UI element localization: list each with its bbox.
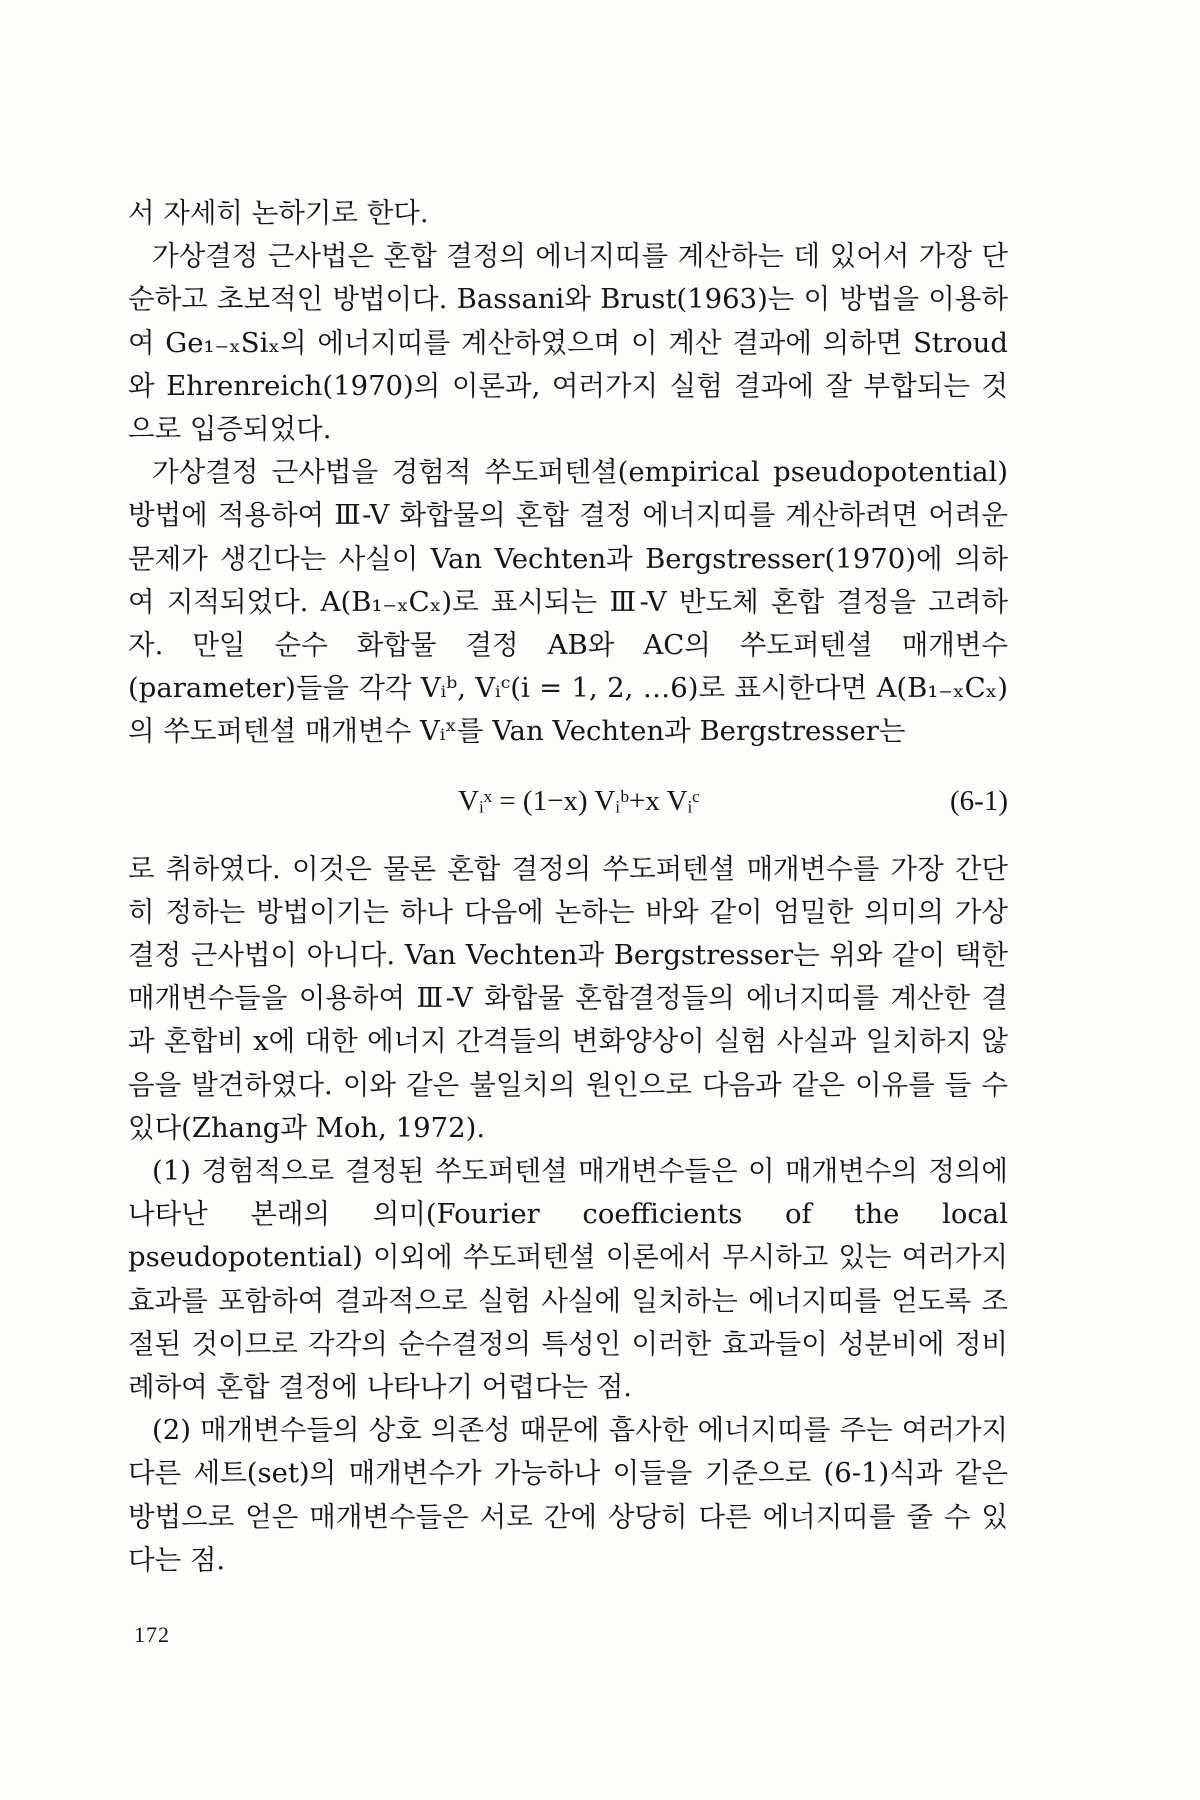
- paragraph: 로 취하였다. 이것은 물론 혼합 결정의 쑤도퍼텐셜 매개변수를 가장 간단히 정하는 방법이기는 하나 다음에 논하는 바와 같이 엄밀한 의미의 가상 결정 근사법이 아니다. Van Vechten과 Bergstresser는 위와 같이 택한 매개변수들을 이용하여 Ⅲ-V 화합물 혼합결정들의 에너지띠를 계산한 결과 혼합비 x에 대한 에너지 간격들의 변화양상이 실험 사실과 일치하지 않음을 발견하였다. 이와 같은 불일치의 원인으로 다음과 같은 이유를 들 수 있다(Zhang과 Moh, 1972).: [128, 852, 1008, 1144]
- equation-expression: Vᵢˣ = (1−x) Vᵢᵇ+x Vᵢᶜ: [458, 784, 700, 817]
- equation-number: (6-1): [950, 784, 1008, 817]
- paragraph-item-1: (1) 경험적으로 결정된 쑤도퍼텐셜 매개변수들은 이 매개변수의 정의에 나타난 본래의 의미(Fourier coefficients of the local pseudopotential) 이외에 쑤도퍼텐셜 이론에서 무시하고 있는 여러가지 효과를 포함하여 결과적으로 실험 사실에 일치하는 에너지띠를 얻도록 조절된 것이므로 각각의 순수결정의 특성인 이러한 효과들이 성분비에 정비례하여 혼합 결정에 나타나기 어렵다는 점.: [128, 1155, 1008, 1404]
- equation-6-1: [128, 754, 1008, 848]
- paragraph: 서 자세히 논하기로 한다.: [128, 197, 429, 229]
- body-text: [128, 192, 1008, 1582]
- paragraph: 가상결정 근사법은 혼합 결정의 에너지띠를 계산하는 데 있어서 가장 단순하고 초보적인 방법이다. Bassani와 Brust(1963)는 이 방법을 이용하여 Ge₁₋ₓSiₓ의 에너지띠를 계산하였으며 이 계산 결과에 의하면 Stroud와 Ehrenreich(1970)의 이론과, 여러가지 실험 결과에 잘 부합되는 것으로 입증되었다.: [128, 240, 1008, 446]
- paragraph-item-2: (2) 매개변수들의 상호 의존성 때문에 흡사한 에너지띠를 주는 여러가지 다른 세트(set)의 매개변수가 가능하나 이들을 기준으로 (6-1)식과 같은 방법으로 얻은 매개변수들은 서로 간에 상당히 다른 에너지띠를 줄 수 있다는 점.: [128, 1414, 1008, 1576]
- paragraph: 가상결정 근사법을 경험적 쑤도퍼텐셜(empirical pseudopotential) 방법에 적용하여 Ⅲ-V 화합물의 혼합 결정 에너지띠를 계산하려면 어려운 문제가 생긴다는 사실이 Van Vechten과 Bergstresser(1970)에 의하여 지적되었다. A(B₁₋ₓCₓ)로 표시되는 Ⅲ-V 반도체 혼합 결정을 고려하자. 만일 순수 화합물 결정 AB와 AC의 쑤도퍼텐셜 매개변수(parameter)들을 각각 Vᵢᵇ, Vᵢᶜ(i = 1, 2, …6)로 표시한다면 A(B₁₋ₓCₓ)의 쑤도퍼텐셜 매개변수 Vᵢˣ를 Van Vechten과 Bergstresser는: [128, 456, 1008, 748]
- page-number: 172: [134, 1622, 170, 1647]
